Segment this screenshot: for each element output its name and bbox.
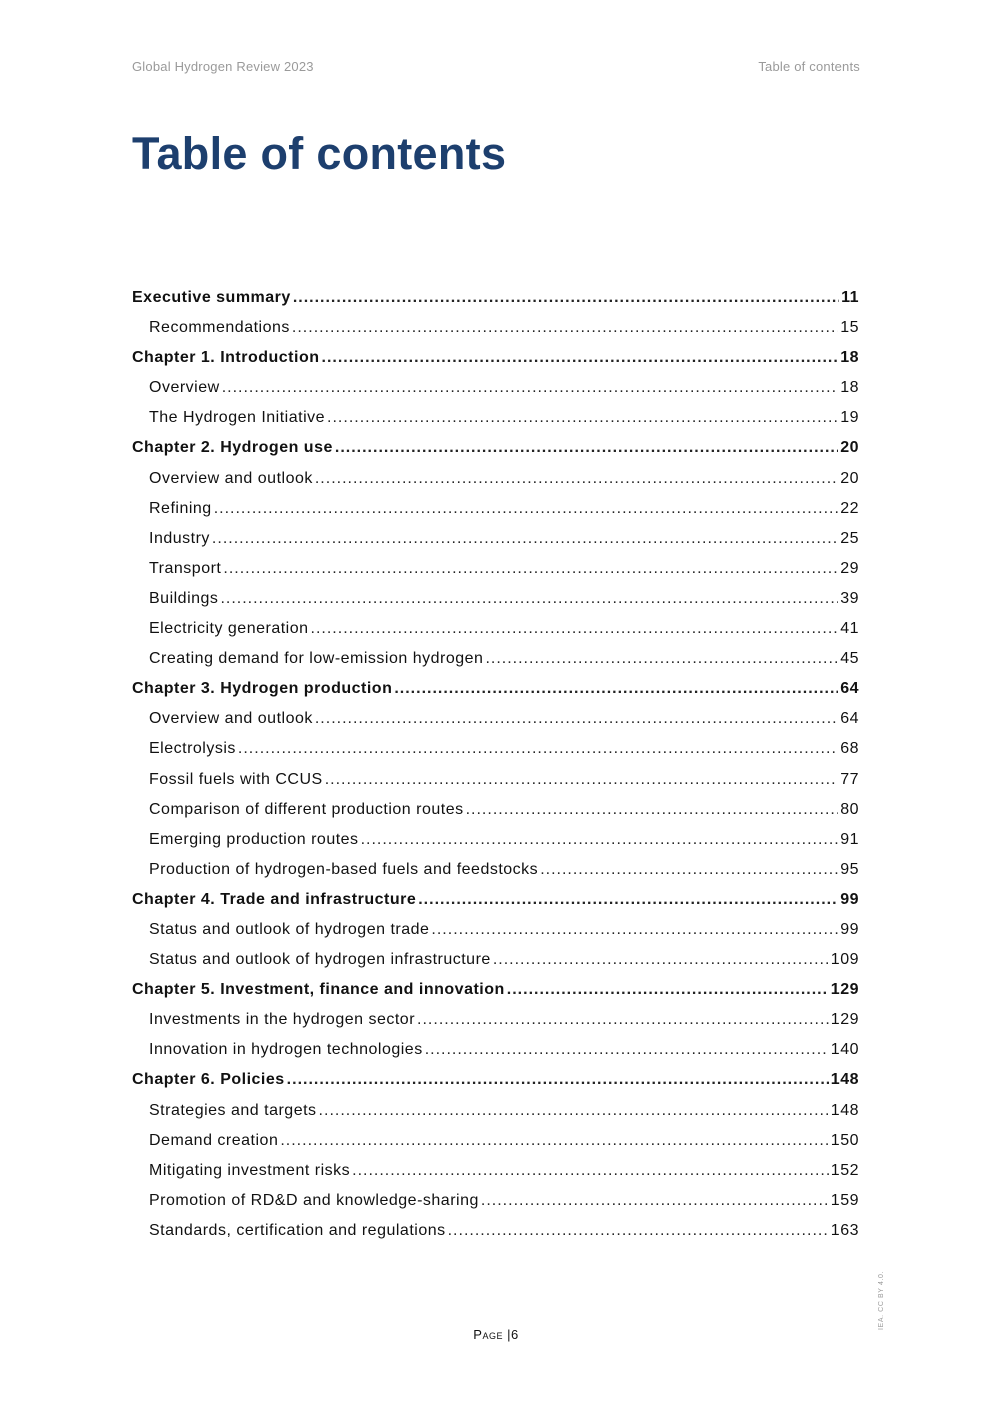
page-title: Table of contents bbox=[132, 128, 507, 179]
toc-dot-leader bbox=[212, 524, 838, 554]
toc-section-entry[interactable] bbox=[132, 674, 859, 704]
toc-subsection-entry[interactable] bbox=[132, 734, 859, 764]
toc-dot-leader bbox=[319, 1096, 829, 1126]
toc-entry-page: 64 bbox=[840, 680, 859, 698]
toc-dot-leader bbox=[493, 945, 829, 975]
toc-subsection-entry[interactable] bbox=[132, 554, 859, 584]
toc-subsection-entry[interactable] bbox=[132, 1126, 859, 1156]
toc-entry-page: 77 bbox=[840, 770, 859, 788]
toc-subsection-entry[interactable] bbox=[132, 373, 859, 403]
toc-entry-label: Standards, certification and regulations bbox=[149, 1221, 446, 1239]
toc-dot-leader bbox=[418, 885, 838, 915]
license-notice: IEA. CC BY 4.0. bbox=[878, 1270, 885, 1330]
toc-dot-leader bbox=[466, 795, 839, 825]
toc-entry-page: 68 bbox=[840, 740, 859, 758]
toc-entry-label: Electrolysis bbox=[149, 740, 236, 758]
toc-subsection-entry[interactable] bbox=[132, 704, 859, 734]
toc-entry-page: 64 bbox=[840, 710, 859, 728]
toc-dot-leader bbox=[417, 1005, 829, 1035]
toc-subsection-entry[interactable] bbox=[132, 945, 859, 975]
toc-section-entry[interactable] bbox=[132, 433, 859, 463]
toc-dot-leader bbox=[220, 584, 838, 614]
toc-entry-page: 129 bbox=[830, 1011, 859, 1029]
toc-entry-label: Chapter 1. Introduction bbox=[132, 349, 320, 367]
toc-entry-page: 148 bbox=[830, 1101, 859, 1119]
toc-entry-label: Production of hydrogen-based fuels and feedstocks bbox=[149, 860, 539, 878]
toc-subsection-entry[interactable] bbox=[132, 795, 859, 825]
toc-dot-leader bbox=[292, 313, 838, 343]
toc-subsection-entry[interactable] bbox=[132, 855, 859, 885]
toc-entry-label: Creating demand for low-emission hydrogen bbox=[149, 650, 484, 668]
toc-entry-page: 159 bbox=[830, 1191, 859, 1209]
toc-dot-leader bbox=[327, 403, 838, 433]
toc-entry-label: Strategies and targets bbox=[149, 1101, 317, 1119]
toc-dot-leader bbox=[222, 373, 839, 403]
toc-entry-label: Recommendations bbox=[149, 319, 290, 337]
toc-entry-label: Overview and outlook bbox=[149, 710, 313, 728]
toc-entry-label: Industry bbox=[149, 529, 210, 547]
toc-entry-page: 11 bbox=[841, 289, 859, 306]
toc-entry-page: 91 bbox=[840, 830, 859, 848]
toc-subsection-entry[interactable] bbox=[132, 494, 859, 524]
toc-entry-page: 163 bbox=[830, 1221, 859, 1239]
page-separator: | bbox=[507, 1327, 511, 1342]
toc-entry-page: 152 bbox=[830, 1161, 859, 1179]
toc-subsection-entry[interactable] bbox=[132, 403, 859, 433]
toc-subsection-entry[interactable] bbox=[132, 1156, 859, 1186]
toc-dot-leader bbox=[315, 464, 838, 494]
page-label: Page bbox=[473, 1327, 503, 1342]
toc-dot-leader bbox=[325, 765, 839, 795]
toc-dot-leader bbox=[394, 674, 838, 704]
toc-entry-page: 129 bbox=[830, 981, 859, 999]
toc-entry-label: Chapter 2. Hydrogen use bbox=[132, 439, 333, 457]
toc-entry-page: 20 bbox=[840, 439, 859, 457]
toc-entry-label: The Hydrogen Initiative bbox=[149, 409, 326, 427]
toc-entry-page: 20 bbox=[840, 469, 859, 487]
toc-subsection-entry[interactable] bbox=[132, 614, 859, 644]
toc-entry-page: 41 bbox=[840, 620, 859, 638]
toc-dot-leader bbox=[280, 1126, 828, 1156]
toc-dot-leader bbox=[214, 494, 839, 524]
toc-section-entry[interactable] bbox=[132, 885, 859, 915]
toc-subsection-entry[interactable] bbox=[132, 584, 859, 614]
toc-entry-label: Transport bbox=[149, 559, 222, 577]
toc-entry-page: 95 bbox=[840, 860, 859, 878]
toc-entry-page: 80 bbox=[840, 800, 859, 818]
toc-entry-page: 109 bbox=[830, 951, 859, 969]
toc-subsection-entry[interactable] bbox=[132, 524, 859, 554]
toc-entry-page: 99 bbox=[840, 920, 859, 938]
toc-entry-label: Chapter 4. Trade and infrastructure bbox=[132, 890, 417, 908]
toc-entry-page: 148 bbox=[830, 1071, 859, 1089]
toc-subsection-entry[interactable] bbox=[132, 313, 859, 343]
toc-subsection-entry[interactable] bbox=[132, 1216, 859, 1246]
toc-dot-leader bbox=[287, 1065, 829, 1095]
toc-entry-page: 25 bbox=[840, 529, 859, 547]
toc-section-entry[interactable] bbox=[132, 975, 859, 1005]
toc-dot-leader bbox=[481, 1186, 829, 1216]
toc-entry-label: Fossil fuels with CCUS bbox=[149, 770, 323, 788]
toc-entry-label: Mitigating investment risks bbox=[149, 1161, 351, 1179]
toc-entry-label: Electricity generation bbox=[149, 620, 309, 638]
toc-entry-page: 19 bbox=[840, 409, 859, 427]
toc-entry-label: Status and outlook of hydrogen trade bbox=[149, 920, 430, 938]
table-of-contents bbox=[132, 283, 859, 1246]
toc-entry-label: Comparison of different production routes bbox=[149, 800, 464, 818]
toc-entry-page: 18 bbox=[840, 379, 859, 397]
toc-entry-label: Executive summary bbox=[132, 289, 291, 306]
toc-dot-leader bbox=[431, 915, 838, 945]
toc-dot-leader bbox=[223, 554, 838, 584]
toc-entry-page: 140 bbox=[830, 1041, 859, 1059]
toc-section-entry[interactable] bbox=[132, 283, 859, 313]
toc-dot-leader bbox=[315, 704, 838, 734]
running-header-title: Global Hydrogen Review 2023 bbox=[132, 59, 314, 74]
toc-section-entry[interactable] bbox=[132, 1065, 859, 1095]
running-header-section: Table of contents bbox=[758, 59, 860, 74]
toc-subsection-entry[interactable] bbox=[132, 765, 859, 795]
toc-entry-page: 18 bbox=[840, 349, 859, 367]
toc-entry-page: 29 bbox=[840, 559, 859, 577]
toc-subsection-entry[interactable] bbox=[132, 464, 859, 494]
toc-entry-label: Refining bbox=[149, 499, 212, 517]
toc-dot-leader bbox=[352, 1156, 829, 1186]
toc-entry-page: 39 bbox=[840, 589, 859, 607]
toc-entry-page: 150 bbox=[830, 1131, 859, 1149]
toc-entry-label: Buildings bbox=[149, 589, 219, 607]
toc-section-entry[interactable] bbox=[132, 343, 859, 373]
toc-subsection-entry[interactable] bbox=[132, 1096, 859, 1126]
toc-dot-leader bbox=[485, 644, 838, 674]
toc-entry-page: 15 bbox=[840, 319, 859, 337]
toc-entry-label: Innovation in hydrogen technologies bbox=[149, 1041, 423, 1059]
toc-subsection-entry[interactable] bbox=[132, 1005, 859, 1035]
page-footer bbox=[0, 1327, 992, 1342]
toc-dot-leader bbox=[425, 1035, 829, 1065]
toc-subsection-entry[interactable] bbox=[132, 1035, 859, 1065]
toc-entry-label: Chapter 5. Investment, finance and innovation bbox=[132, 981, 505, 999]
toc-dot-leader bbox=[293, 283, 839, 313]
toc-dot-leader bbox=[540, 855, 838, 885]
toc-dot-leader bbox=[361, 825, 839, 855]
toc-entry-label: Overview bbox=[149, 379, 220, 397]
toc-entry-label: Status and outlook of hydrogen infrastructure bbox=[149, 951, 491, 969]
toc-dot-leader bbox=[311, 614, 839, 644]
toc-entry-label: Emerging production routes bbox=[149, 830, 359, 848]
toc-dot-leader bbox=[322, 343, 839, 373]
toc-subsection-entry[interactable] bbox=[132, 644, 859, 674]
toc-entry-label: Chapter 6. Policies bbox=[132, 1071, 285, 1089]
toc-subsection-entry[interactable] bbox=[132, 1186, 859, 1216]
toc-subsection-entry[interactable] bbox=[132, 825, 859, 855]
toc-dot-leader bbox=[448, 1216, 829, 1246]
toc-entry-label: Chapter 3. Hydrogen production bbox=[132, 680, 393, 698]
toc-entry-page: 99 bbox=[840, 890, 859, 908]
toc-subsection-entry[interactable] bbox=[132, 915, 859, 945]
toc-entry-label: Investments in the hydrogen sector bbox=[149, 1011, 416, 1029]
toc-entry-label: Demand creation bbox=[149, 1131, 279, 1149]
toc-entry-label: Overview and outlook bbox=[149, 469, 313, 487]
toc-dot-leader bbox=[335, 433, 838, 463]
page-number: 6 bbox=[510, 1327, 519, 1342]
toc-entry-page: 45 bbox=[840, 650, 859, 668]
toc-entry-label: Promotion of RD&D and knowledge-sharing bbox=[149, 1191, 479, 1209]
toc-dot-leader bbox=[507, 975, 829, 1005]
toc-entry-page: 22 bbox=[840, 499, 859, 517]
toc-dot-leader bbox=[238, 734, 838, 764]
